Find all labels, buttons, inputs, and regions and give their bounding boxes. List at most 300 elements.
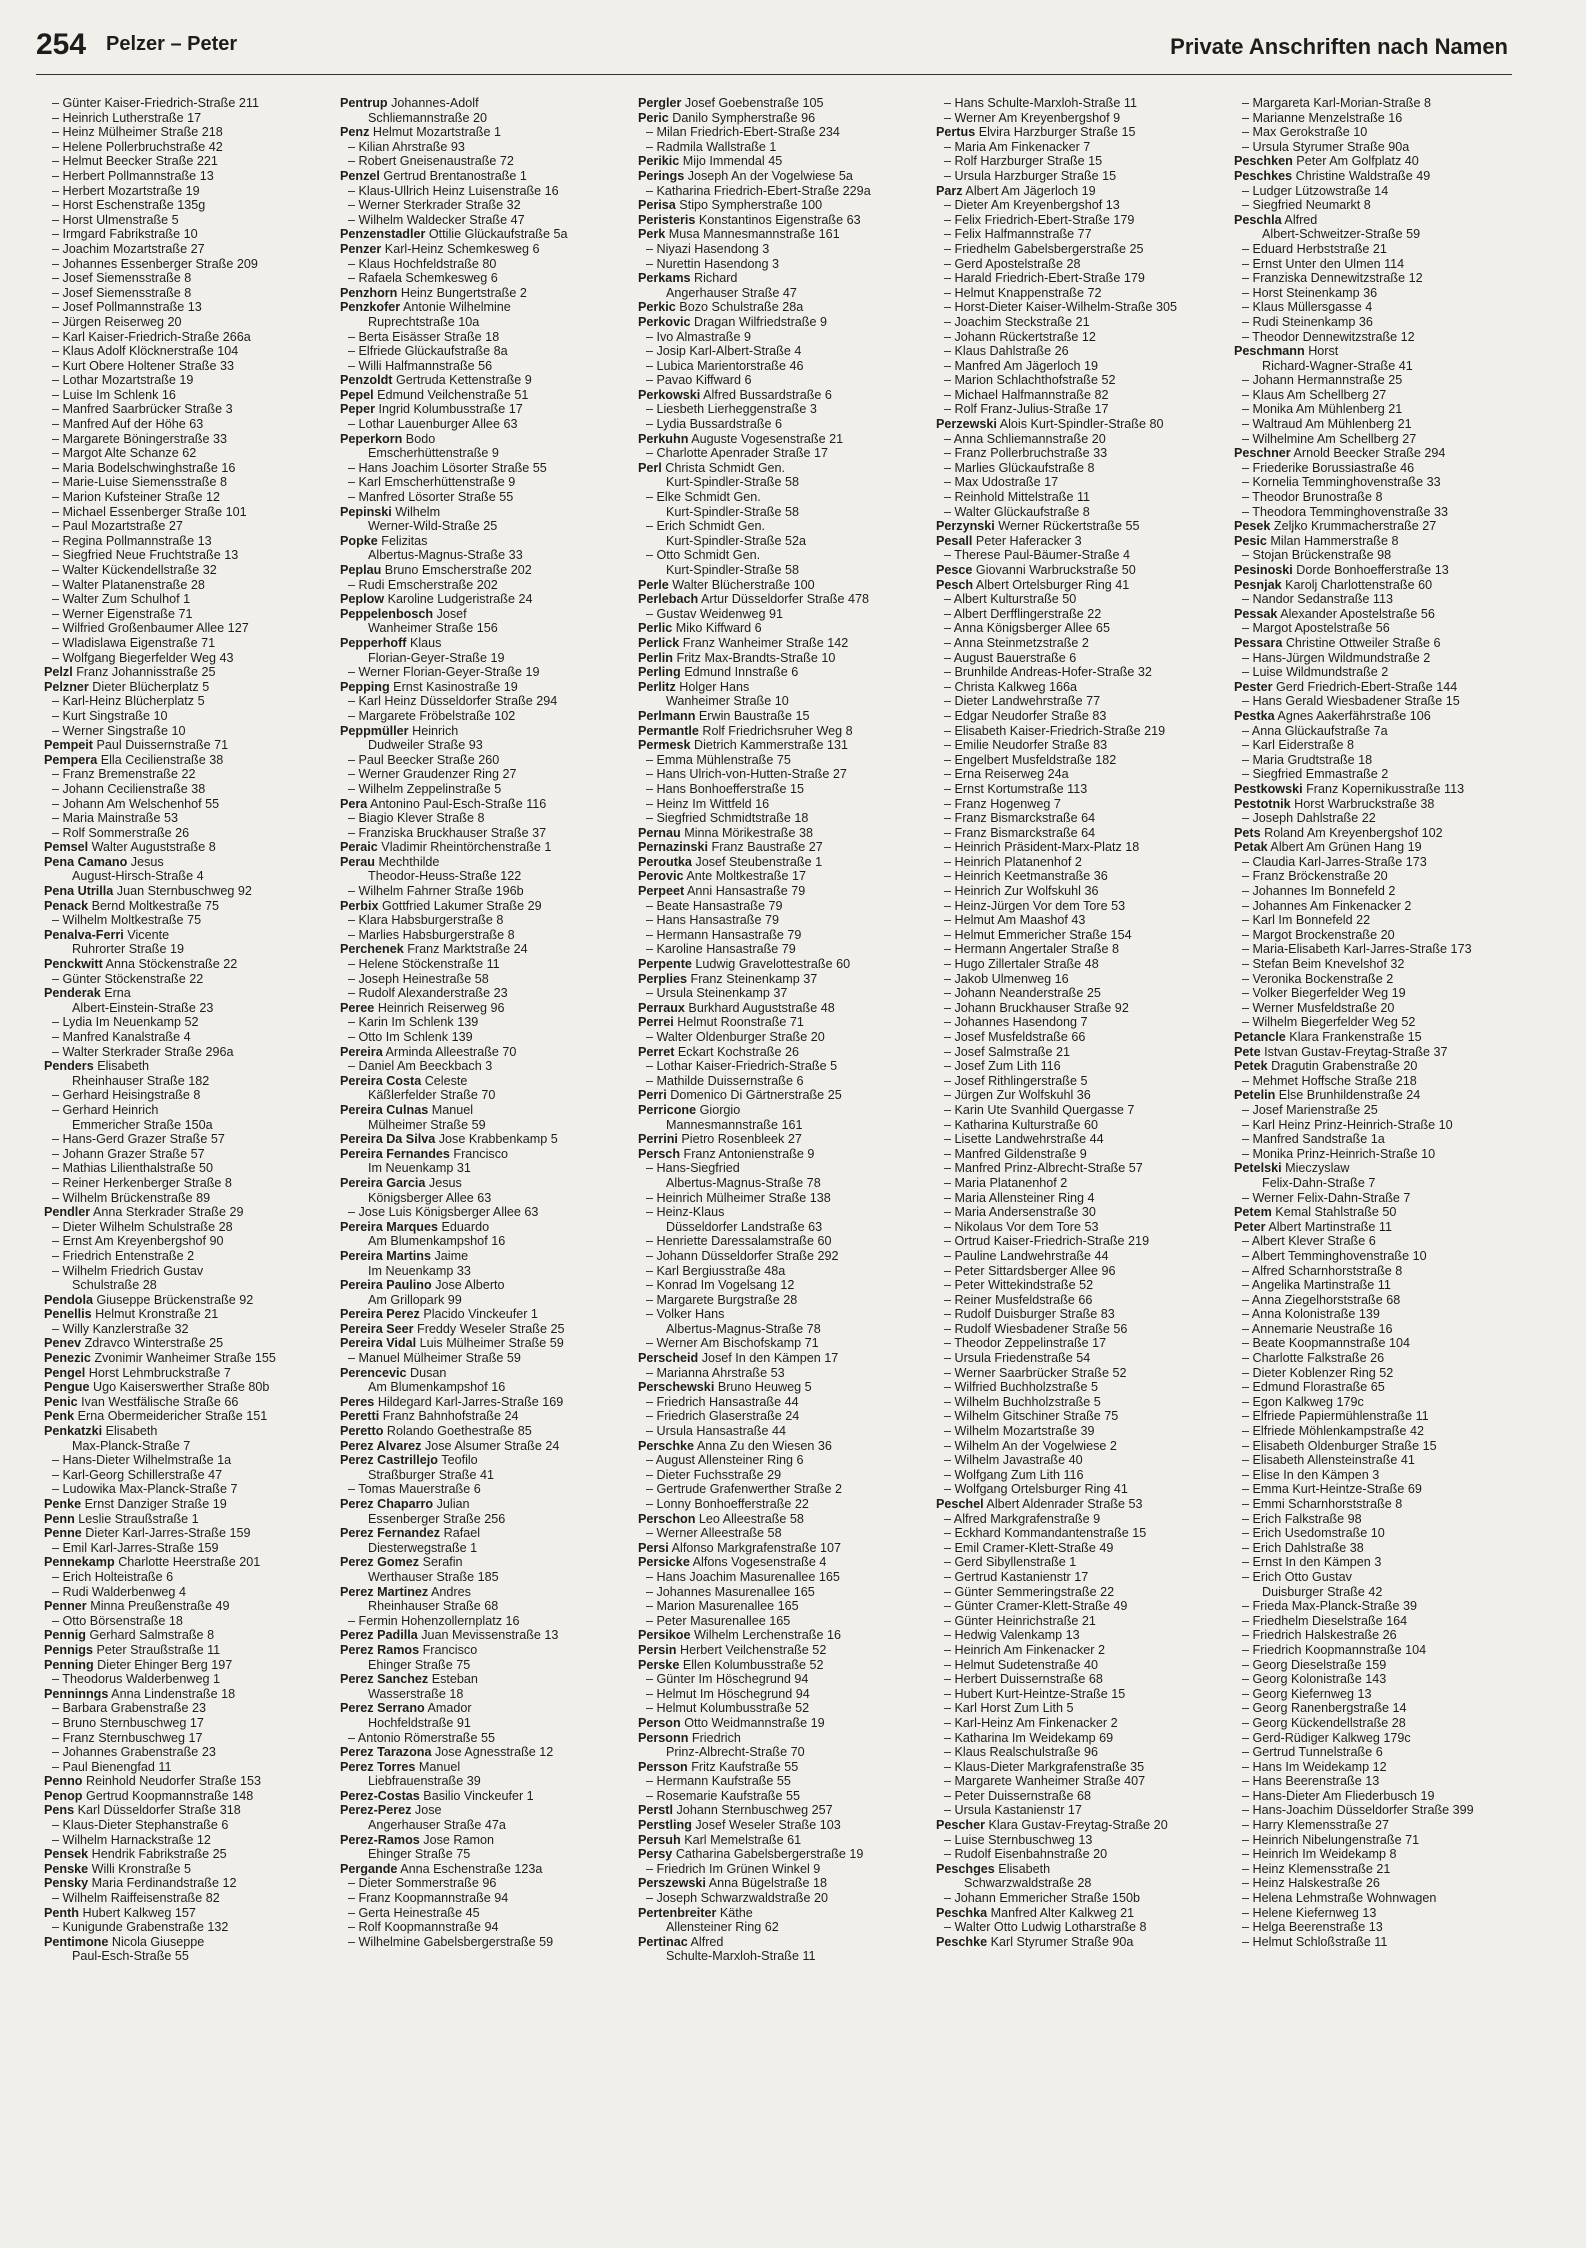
entry-text: – Walter Platanenstraße 28 xyxy=(52,577,205,592)
address-continuation xyxy=(340,1293,630,1308)
entry-text: – Karl-Heinz Am Finkenacker 2 xyxy=(944,1715,1118,1730)
entry-text: Francisco xyxy=(419,1642,478,1657)
directory-sub-entry xyxy=(44,1161,334,1176)
entry-text: Albert Aldenrader Straße 53 xyxy=(983,1497,1143,1511)
directory-sub-entry xyxy=(1234,1818,1524,1833)
directory-sub-entry xyxy=(44,1191,334,1206)
entry-text: – Ursula Styrumer Straße 90a xyxy=(1242,139,1410,154)
surname: Peschken xyxy=(1234,154,1293,169)
entry-text: – Helmut Am Maashof 43 xyxy=(944,913,1086,928)
directory-sub-entry xyxy=(936,840,1226,855)
surname: Peschkes xyxy=(1234,168,1293,183)
directory-sub-entry xyxy=(1234,1935,1524,1950)
entry-text: – Heinz-Klaus xyxy=(646,1205,725,1220)
entry-text: – Johannes Grabenstraße 23 xyxy=(52,1745,216,1760)
entry-text: – Josef Siemensstraße 8 xyxy=(52,271,192,286)
directory-sub-entry xyxy=(44,213,334,228)
entry-text: Juan Mevissenstraße 13 xyxy=(417,1628,559,1643)
surname: Pennig xyxy=(44,1628,86,1643)
directory-sub-entry xyxy=(1234,1001,1524,1016)
directory-sub-entry xyxy=(638,899,928,914)
entry-text: – Friedhelm Gabelsbergerstraße 25 xyxy=(944,241,1144,256)
surname: Pera xyxy=(340,796,368,811)
directory-entry xyxy=(340,1585,630,1600)
directory-entry xyxy=(340,1147,630,1162)
entry-text: – Friedhelm Dieselstraße 164 xyxy=(1242,1613,1408,1628)
directory-entry xyxy=(340,242,630,257)
entry-text: – Rolf Franz-Julius-Straße 17 xyxy=(944,402,1109,417)
entry-text: – Wilhelm Zeppelinstraße 5 xyxy=(348,781,502,796)
directory-sub-entry xyxy=(936,111,1226,126)
directory-sub-entry xyxy=(936,592,1226,607)
entry-text: – Helene Pollerbruchstraße 42 xyxy=(52,139,223,154)
surname: Pesce xyxy=(936,563,973,577)
entry-text: – Wilhelm Javastraße 40 xyxy=(944,1453,1083,1468)
entry-text: Anna Eschenstraße 123a xyxy=(397,1861,543,1876)
directory-sub-entry xyxy=(638,1424,928,1439)
entry-text: – Wladislawa Eigenstraße 71 xyxy=(52,635,216,650)
directory-sub-entry xyxy=(340,490,630,505)
directory-entry xyxy=(638,1103,928,1118)
entry-text: – Katharina Kulturstraße 60 xyxy=(944,1117,1099,1132)
directory-entry xyxy=(340,402,630,417)
directory-entry xyxy=(638,1876,928,1891)
entry-text: – Walter Zum Schulhof 1 xyxy=(52,592,191,607)
entry-text: – Hans Bonhoefferstraße 15 xyxy=(646,781,804,796)
surname: Pergler xyxy=(638,96,682,110)
surname: Perkic xyxy=(638,300,676,315)
entry-text: Peter Haferacker 3 xyxy=(972,533,1082,548)
entry-text: – Heinrich Am Finkenacker 2 xyxy=(944,1642,1105,1657)
directory-entry xyxy=(44,1789,334,1804)
directory-sub-entry xyxy=(1234,1366,1524,1381)
directory-sub-entry xyxy=(936,1015,1226,1030)
directory-entry xyxy=(1234,797,1524,812)
surname: Pescher xyxy=(936,1818,986,1833)
surname: Persicke xyxy=(638,1555,690,1570)
entry-text: – Kurt Singstraße 10 xyxy=(52,708,168,723)
entry-text: – Emma Kurt-Heintze-Straße 69 xyxy=(1242,1482,1422,1497)
entry-text: – Lothar Kaiser-Friedrich-Straße 5 xyxy=(646,1059,838,1074)
entry-text: Dieter Karl-Jarres-Straße 159 xyxy=(81,1526,251,1541)
entry-text: – Erich Schmidt Gen. xyxy=(646,519,765,534)
entry-text: Josef xyxy=(433,606,467,621)
directory-sub-entry xyxy=(44,1030,334,1045)
entry-text: – Marion Kufsteiner Straße 12 xyxy=(52,490,220,505)
entry-text: Catharina Gabelsbergerstraße 19 xyxy=(672,1847,864,1862)
directory-sub-entry xyxy=(638,490,928,505)
directory-sub-entry xyxy=(638,1074,928,1089)
entry-text: Klaus xyxy=(406,635,442,650)
entry-text: Gertrud Brentanostraße 1 xyxy=(379,168,527,183)
directory-sub-entry xyxy=(638,1468,928,1483)
entry-text: Zvonimir Wanheimer Straße 155 xyxy=(90,1351,276,1366)
directory-sub-entry xyxy=(936,767,1226,782)
directory-sub-entry xyxy=(44,1541,334,1556)
directory-entry xyxy=(638,198,928,213)
entry-text: – Tomas Mauerstraße 6 xyxy=(348,1482,481,1497)
surname: Perkovic xyxy=(638,314,691,329)
directory-sub-entry xyxy=(936,1336,1226,1351)
directory-sub-entry xyxy=(936,548,1226,563)
entry-text: – Pavao Kiffward 6 xyxy=(646,373,752,388)
entry-text: – Dieter Sommerstraße 96 xyxy=(348,1876,497,1891)
directory-sub-entry xyxy=(936,972,1226,987)
directory-entry xyxy=(638,1380,928,1395)
entry-text: Im Neuenkamp 31 xyxy=(368,1161,471,1176)
entry-text: Vladimir Rheintörchenstraße 1 xyxy=(377,840,552,855)
entry-text: – Georg Kückendellstraße 28 xyxy=(1242,1715,1406,1730)
address-continuation xyxy=(638,475,928,490)
directory-entry xyxy=(340,592,630,607)
directory-entry xyxy=(44,1526,334,1541)
entry-text: – Walter Kückendellstraße 32 xyxy=(52,563,217,577)
entry-text: – Helmut Im Höschegrund 94 xyxy=(646,1686,810,1701)
entry-text: – Wilhelm Buchholzstraße 5 xyxy=(944,1394,1101,1409)
directory-sub-entry xyxy=(936,1658,1226,1673)
directory-sub-entry xyxy=(936,1439,1226,1454)
directory-entry xyxy=(1234,607,1524,622)
surname: Pesnjak xyxy=(1234,577,1282,592)
address-continuation xyxy=(340,1658,630,1673)
entry-text: Ellen Kolumbusstraße 52 xyxy=(679,1657,824,1672)
directory-sub-entry xyxy=(936,899,1226,914)
directory-sub-entry xyxy=(340,1351,630,1366)
entry-text: – Anna Ziegelhorststraße 68 xyxy=(1242,1292,1401,1307)
entry-text: – Marianna Ahrstraße 53 xyxy=(646,1365,785,1380)
directory-sub-entry xyxy=(1234,1526,1524,1541)
directory-sub-entry xyxy=(1234,869,1524,884)
surname: Perchenek xyxy=(340,942,404,957)
surname: Pestka xyxy=(1234,708,1275,723)
directory-entry xyxy=(340,1672,630,1687)
directory-sub-entry xyxy=(44,330,334,345)
surname: Pepping xyxy=(340,679,390,694)
directory-sub-entry xyxy=(340,957,630,972)
directory-entry xyxy=(638,1818,928,1833)
entry-text: – Kurt Obere Holtener Straße 33 xyxy=(52,358,235,373)
directory-sub-entry xyxy=(1234,1307,1524,1322)
directory-entry xyxy=(44,1774,334,1789)
surname: Pena Utrilla xyxy=(44,884,114,899)
directory-sub-entry xyxy=(44,154,334,169)
surname: Pereira Costa xyxy=(340,1073,422,1088)
directory-entry xyxy=(638,1555,928,1570)
entry-text: – Konrad Im Vogelsang 12 xyxy=(646,1278,795,1293)
surname: Pepinski xyxy=(340,504,392,519)
entry-text: Erna Obermeidericher Straße 151 xyxy=(74,1409,268,1424)
surname: Pepperhoff xyxy=(340,635,407,650)
directory-sub-entry xyxy=(1234,271,1524,286)
entry-text: Angerhauser Straße 47a xyxy=(368,1818,506,1833)
surname: Perpeet xyxy=(638,884,685,899)
entry-text: – Willi Halfmannstraße 56 xyxy=(348,358,493,373)
entry-text: – Maria Mainstraße 53 xyxy=(52,811,178,826)
entry-text: – Pauline Landwehrstraße 44 xyxy=(944,1248,1109,1263)
surname: Peschke xyxy=(936,1934,988,1949)
entry-text: – Beate Koopmannstraße 104 xyxy=(1242,1336,1411,1351)
directory-sub-entry xyxy=(936,753,1226,768)
directory-entry xyxy=(340,1439,630,1454)
entry-text: Franz Johannisstraße 25 xyxy=(72,665,216,680)
directory-entry xyxy=(44,1409,334,1424)
entry-text: – Niyazi Hasendong 3 xyxy=(646,241,770,256)
surname: Peschel xyxy=(936,1497,984,1511)
directory-sub-entry xyxy=(1234,913,1524,928)
address-continuation xyxy=(340,1716,630,1731)
directory-entry xyxy=(340,1322,630,1337)
surname: Pereira Garcia xyxy=(340,1175,426,1190)
page-number: 254 xyxy=(36,28,87,61)
entry-text: Liebfrauenstraße 39 xyxy=(368,1774,481,1789)
entry-text: – Friedrich Halskestraße 26 xyxy=(1242,1628,1397,1643)
directory-entry xyxy=(936,1818,1226,1833)
directory-entry xyxy=(340,1745,630,1760)
directory-entry xyxy=(638,300,928,315)
directory-sub-entry xyxy=(1234,1541,1524,1556)
directory-sub-entry xyxy=(1234,402,1524,417)
entry-text: Im Neuenkamp 33 xyxy=(368,1263,471,1278)
entry-text: Schulstraße 28 xyxy=(72,1278,157,1293)
surname: Penic xyxy=(44,1394,78,1409)
directory-sub-entry xyxy=(936,1570,1226,1585)
entry-text: – Heinrich Mülheimer Straße 138 xyxy=(646,1190,831,1205)
directory-sub-entry xyxy=(340,1030,630,1045)
entry-text: – Klaus Hochfeldstraße 80 xyxy=(348,256,497,271)
entry-text: Anna Stöckenstraße 22 xyxy=(102,957,238,972)
entry-text: Paul Duissernstraße 71 xyxy=(93,738,229,753)
directory-sub-entry xyxy=(936,1672,1226,1687)
entry-text: – Veronika Bockenstraße 2 xyxy=(1242,971,1394,986)
directory-sub-entry xyxy=(936,1774,1226,1789)
surname: Pesch xyxy=(936,577,974,592)
surname: Perovic xyxy=(638,869,684,884)
directory-sub-entry xyxy=(340,913,630,928)
entry-text: – Josef Marienstraße 25 xyxy=(1242,1102,1378,1117)
directory-sub-entry xyxy=(44,1745,334,1760)
directory-entry xyxy=(44,1512,334,1527)
entry-text: – Hans-Dieter Am Fliederbusch 19 xyxy=(1242,1788,1435,1803)
entry-text: – Karoline Hansastraße 79 xyxy=(646,942,796,957)
directory-entry xyxy=(638,1088,928,1103)
directory-sub-entry xyxy=(1234,1760,1524,1775)
entry-text: – Anna Steinmetzstraße 2 xyxy=(944,635,1089,650)
surname: Pesek xyxy=(1234,519,1271,534)
entry-text: Werner-Wild-Straße 25 xyxy=(368,519,498,534)
entry-text: Walter Blücherstraße 100 xyxy=(668,577,815,592)
page-header xyxy=(36,28,1512,75)
directory-entry xyxy=(340,300,630,315)
surname: Perez Padilla xyxy=(340,1628,418,1643)
directory-entry xyxy=(44,1687,334,1702)
surname: Pertus xyxy=(936,125,976,140)
entry-text: – Maria Bodelschwinghstraße 16 xyxy=(52,460,236,475)
entry-text: – Wilhelm Gitschiner Straße 75 xyxy=(944,1409,1119,1424)
directory-sub-entry xyxy=(638,1234,928,1249)
surname: Peper xyxy=(340,402,376,417)
surname: Penop xyxy=(44,1788,83,1803)
directory-entry xyxy=(936,1497,1226,1512)
entry-text: – Manfred Gildenstraße 9 xyxy=(944,1146,1087,1161)
entry-text: – Margarete Burgstraße 28 xyxy=(646,1292,798,1307)
directory-sub-entry xyxy=(340,665,630,680)
entry-text: – Rafaela Schemkesweg 6 xyxy=(348,271,498,286)
directory-sub-entry xyxy=(936,826,1226,841)
entry-text: – Irmgard Fabrikstraße 10 xyxy=(52,227,198,242)
surname: Pensek xyxy=(44,1847,89,1862)
directory-entry xyxy=(638,1628,928,1643)
directory-sub-entry xyxy=(340,782,630,797)
entry-text: – Gerd Apostelstraße 28 xyxy=(944,256,1081,271)
directory-entry xyxy=(638,709,928,724)
entry-text: Jesus xyxy=(425,1175,462,1190)
directory-entry xyxy=(44,1862,334,1877)
directory-entry xyxy=(1234,709,1524,724)
directory-entry xyxy=(44,899,334,914)
entry-text: – Josef Siemensstraße 8 xyxy=(52,285,192,300)
directory-entry xyxy=(1234,213,1524,228)
address-continuation xyxy=(340,315,630,330)
entry-text: – Heinz Klemensstraße 21 xyxy=(1242,1861,1391,1876)
directory-sub-entry xyxy=(936,607,1226,622)
entry-text: – Reiner Herkenberger Straße 8 xyxy=(52,1175,232,1190)
directory-sub-entry xyxy=(340,1935,630,1950)
directory-entry xyxy=(44,1599,334,1614)
entry-text: Antonie Wilhelmine xyxy=(400,300,511,315)
surname: Perez-Costas xyxy=(340,1788,420,1803)
directory-sub-entry xyxy=(340,928,630,943)
surname: Penninngs xyxy=(44,1686,109,1701)
entry-text: – Max Gerokstraße 10 xyxy=(1242,125,1368,140)
directory-sub-entry xyxy=(44,607,334,622)
entry-text: – Werner Felix-Dahn-Straße 7 xyxy=(1242,1190,1411,1205)
entry-text: – Joseph Heinestraße 58 xyxy=(348,971,489,986)
directory-sub-entry xyxy=(936,855,1226,870)
entry-text: – Georg Dieselstraße 159 xyxy=(1242,1657,1387,1672)
entry-text: – Karl Heinz Düsseldorfer Straße 294 xyxy=(348,694,558,709)
directory-sub-entry xyxy=(638,1161,928,1176)
entry-text: – Rolf Sommerstraße 26 xyxy=(52,825,190,840)
directory-sub-entry xyxy=(44,461,334,476)
entry-text: – Wilhelm Harnackstraße 12 xyxy=(52,1832,211,1847)
surname: Perez Chaparro xyxy=(340,1497,434,1511)
entry-text: – Horst Ulmenstraße 5 xyxy=(52,212,179,227)
surname: Peraic xyxy=(340,840,378,855)
entry-text: – Wilhelm Fahrner Straße 196b xyxy=(348,884,524,899)
entry-text: – Angelika Martinstraße 11 xyxy=(1242,1278,1391,1293)
entry-text: – Emil Karl-Jarres-Straße 159 xyxy=(52,1540,219,1555)
entry-text: – Joachim Mozartstraße 27 xyxy=(52,241,205,256)
entry-text: – Jürgen Reiserweg 20 xyxy=(52,314,182,329)
entry-text: Josef Steubenstraße 1 xyxy=(691,854,823,869)
directory-sub-entry xyxy=(1234,1920,1524,1935)
directory-sub-entry xyxy=(936,1745,1226,1760)
entry-text: – Therese Paul-Bäumer-Straße 4 xyxy=(944,548,1130,563)
entry-text: Edmund Veilchenstraße 51 xyxy=(373,387,529,402)
directory-sub-entry xyxy=(638,330,928,345)
entry-text: – Franz Bismarckstraße 64 xyxy=(944,811,1096,826)
directory-sub-entry xyxy=(1234,1395,1524,1410)
directory-sub-entry xyxy=(638,1614,928,1629)
directory-sub-entry xyxy=(936,1468,1226,1483)
entry-text: Andres xyxy=(428,1584,471,1599)
directory-entry xyxy=(638,972,928,987)
directory-entry xyxy=(340,1628,630,1643)
directory-sub-entry xyxy=(638,1701,928,1716)
directory-sub-entry xyxy=(638,1497,928,1512)
directory-sub-entry xyxy=(1234,986,1524,1001)
entry-text: – Marie-Luise Siemensstraße 8 xyxy=(52,475,227,490)
directory-sub-entry xyxy=(340,417,630,432)
entry-text: – Erich Dahlstraße 38 xyxy=(1242,1540,1364,1555)
directory-sub-entry xyxy=(1234,315,1524,330)
directory-sub-entry xyxy=(638,1278,928,1293)
directory-sub-entry xyxy=(44,432,334,447)
entry-text: – Helene Kiefernweg 13 xyxy=(1242,1905,1377,1920)
entry-text: Manuel xyxy=(415,1759,461,1774)
directory-entry xyxy=(44,1059,334,1074)
directory-sub-entry xyxy=(340,826,630,841)
entry-text: Konstantinos Eigenstraße 63 xyxy=(695,212,861,227)
entry-text: – Alfred Markgrafenstraße 9 xyxy=(944,1511,1101,1526)
entry-text: – Nikolaus Vor dem Tore 53 xyxy=(944,1219,1099,1234)
directory-sub-entry xyxy=(936,1585,1226,1600)
directory-sub-entry xyxy=(340,578,630,593)
directory-entry xyxy=(1234,154,1524,169)
entry-text: Bernd Moltkestraße 75 xyxy=(88,898,220,913)
surname: Person xyxy=(638,1715,681,1730)
entry-text: – Jose Luis Königsberger Allee 63 xyxy=(348,1205,539,1220)
directory-entry xyxy=(44,1336,334,1351)
directory-sub-entry xyxy=(638,1482,928,1497)
directory-sub-entry xyxy=(936,797,1226,812)
directory-sub-entry xyxy=(1234,373,1524,388)
directory-entry xyxy=(340,227,630,242)
directory-sub-entry xyxy=(1234,1234,1524,1249)
entry-text: Eduardo xyxy=(438,1219,490,1234)
directory-sub-entry xyxy=(936,694,1226,709)
directory-sub-entry xyxy=(1234,738,1524,753)
entry-text: – Elisabeth Allensteinstraße 41 xyxy=(1242,1453,1415,1468)
address-continuation xyxy=(340,1234,630,1249)
entry-text: – Maria-Elisabeth Karl-Jarres-Straße 173 xyxy=(1242,942,1472,957)
entry-text: Jose Alsumer Straße 24 xyxy=(421,1438,560,1453)
entry-text: – Margarete Böningerstraße 33 xyxy=(52,431,228,446)
directory-sub-entry xyxy=(340,1906,630,1921)
directory-entry xyxy=(1234,534,1524,549)
entry-text: Horst xyxy=(1304,344,1339,359)
directory-entry xyxy=(638,1351,928,1366)
directory-sub-entry xyxy=(1234,198,1524,213)
directory-sub-entry xyxy=(44,578,334,593)
entry-text: – Margarete Wanheimer Straße 407 xyxy=(944,1774,1146,1789)
directory-sub-entry xyxy=(340,330,630,345)
directory-entry xyxy=(638,111,928,126)
directory-sub-entry xyxy=(936,1132,1226,1147)
entry-text: – Eduard Herbststraße 21 xyxy=(1242,241,1387,256)
entry-text: Albert Martinstraße 11 xyxy=(1265,1219,1392,1234)
directory-sub-entry xyxy=(638,928,928,943)
entry-text: – Kilian Ahrstraße 93 xyxy=(348,139,465,154)
entry-text: Ernst Kasinostraße 19 xyxy=(389,679,518,694)
entry-text: Mülheimer Straße 59 xyxy=(368,1117,486,1132)
address-continuation xyxy=(1234,1176,1524,1191)
entry-text: Erwin Baustraße 15 xyxy=(695,708,810,723)
directory-sub-entry xyxy=(936,636,1226,651)
entry-text: – Daniel Am Beeckbach 3 xyxy=(348,1059,493,1074)
address-continuation xyxy=(340,519,630,534)
entry-text: – Friedrich Hansastraße 44 xyxy=(646,1394,799,1409)
